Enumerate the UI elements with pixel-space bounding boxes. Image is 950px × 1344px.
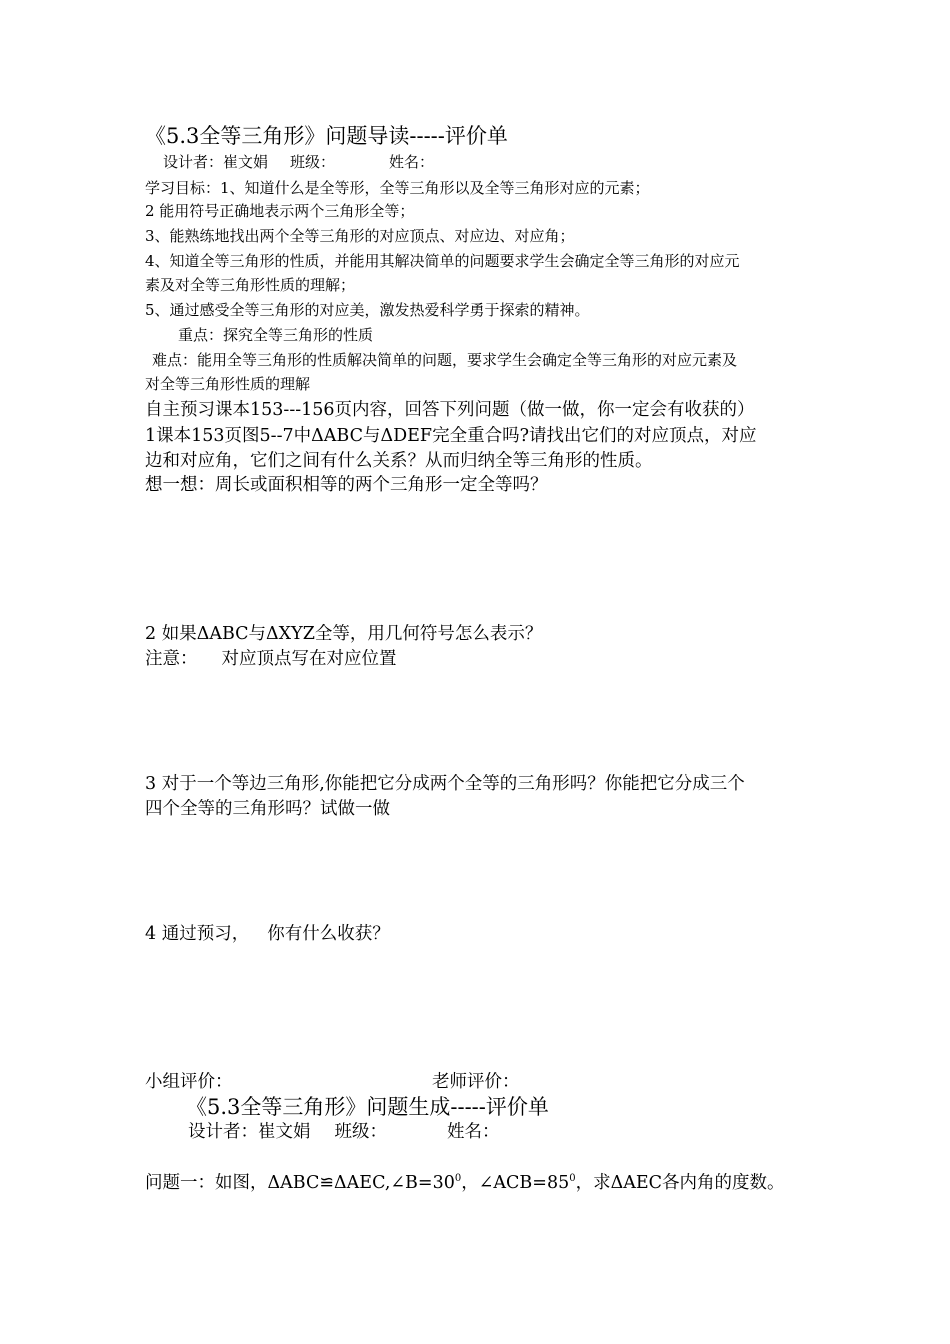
degree-superscript-1: 0 bbox=[454, 1173, 462, 1184]
designer-label: 设计者： bbox=[163, 153, 224, 171]
problem-one bbox=[145, 1174, 785, 1192]
objective-4a: 4、知道全等三角形的性质，并能用其解决简单的问题要求学生会确定全等三角形的对应元 bbox=[145, 252, 740, 270]
problem-one-part3: ，求ΔAEC各内角的度数。 bbox=[575, 1172, 785, 1193]
doc2-designer-name: 崔文娟 bbox=[258, 1122, 311, 1142]
objective-3: 3、能熟练地找出两个全等三角形的对应顶点、对应边、对应角； bbox=[145, 227, 575, 245]
question-1a: 1课本153页图5--7中ΔABC与ΔDEF完全重合吗?请找出它们的对应顶点，对应 bbox=[145, 426, 757, 446]
degree-superscript-2: 0 bbox=[569, 1173, 576, 1184]
designer-name: 崔文娟 bbox=[223, 153, 269, 171]
difficulty-1: 难点：能用全等三角形的性质解决简单的问题，要求学生会确定全等三角形的对应元素及 bbox=[152, 351, 738, 369]
doc2-title: 《5.3全等三角形》问题生成-----评价单 bbox=[186, 1095, 549, 1119]
name-label: 姓名： bbox=[389, 153, 435, 171]
difficulty-2: 对全等三角形性质的理解 bbox=[145, 375, 311, 393]
preview-instruction: 自主预习课本153---156页内容，回答下列问题（做一做，你一定会有收获的） bbox=[145, 400, 755, 420]
doc2-name-label: 姓名： bbox=[447, 1122, 500, 1142]
question-4-text: 你有什么收获？ bbox=[267, 924, 390, 944]
objective-4b: 素及对全等三角形性质的理解； bbox=[145, 276, 356, 294]
key-point: 重点：探究全等三角形的性质 bbox=[178, 326, 374, 344]
question-4 bbox=[145, 926, 390, 944]
doc2-author-line bbox=[188, 1124, 500, 1142]
doc1-title: 《5.3全等三角形》问题导读-----评价单 bbox=[145, 124, 508, 148]
objective-1: 学习目标：1、知道什么是全等形，全等三角形以及全等三角形对应的元素； bbox=[145, 179, 650, 197]
teacher-evaluation: 老师评价： bbox=[432, 1072, 520, 1092]
class-label: 班级： bbox=[290, 153, 336, 171]
problem-one-part1: 问题一：如图，ΔABC≌ΔAEC,∠B=30 bbox=[145, 1172, 455, 1193]
note-text: 对应顶点写在对应位置 bbox=[221, 649, 397, 669]
question-3b: 四个全等的三角形吗？试做一做 bbox=[145, 799, 390, 819]
think-question: 想一想：周长或面积相等的两个三角形一定全等吗？ bbox=[145, 475, 548, 495]
objective-5: 5、通过感受全等三角形的对应美，激发热爱科学勇于探索的精神。 bbox=[145, 301, 590, 319]
doc2-designer-label: 设计者： bbox=[188, 1122, 258, 1142]
question-2: 2 如果ΔABC与ΔXYZ全等，用几何符号怎么表示？ bbox=[145, 624, 543, 644]
group-evaluation: 小组评价： bbox=[145, 1072, 233, 1092]
note-label: 注意： bbox=[145, 649, 198, 669]
question-4-number: 4 通过预习， bbox=[145, 924, 250, 944]
question-3a: 3 对于一个等边三角形,你能把它分成两个全等的三角形吗？你能把它分成三个 bbox=[145, 774, 745, 794]
objective-2: 2 能用符号正确地表示两个三角形全等； bbox=[145, 202, 415, 220]
doc2-class-label: 班级： bbox=[334, 1122, 387, 1142]
question-1b: 边和对应角，它们之间有什么关系？从而归纳全等三角形的性质。 bbox=[145, 451, 653, 471]
note-line bbox=[145, 651, 397, 669]
doc1-author-line bbox=[163, 155, 434, 170]
problem-one-part2: ，∠ACB=85 bbox=[461, 1172, 570, 1193]
